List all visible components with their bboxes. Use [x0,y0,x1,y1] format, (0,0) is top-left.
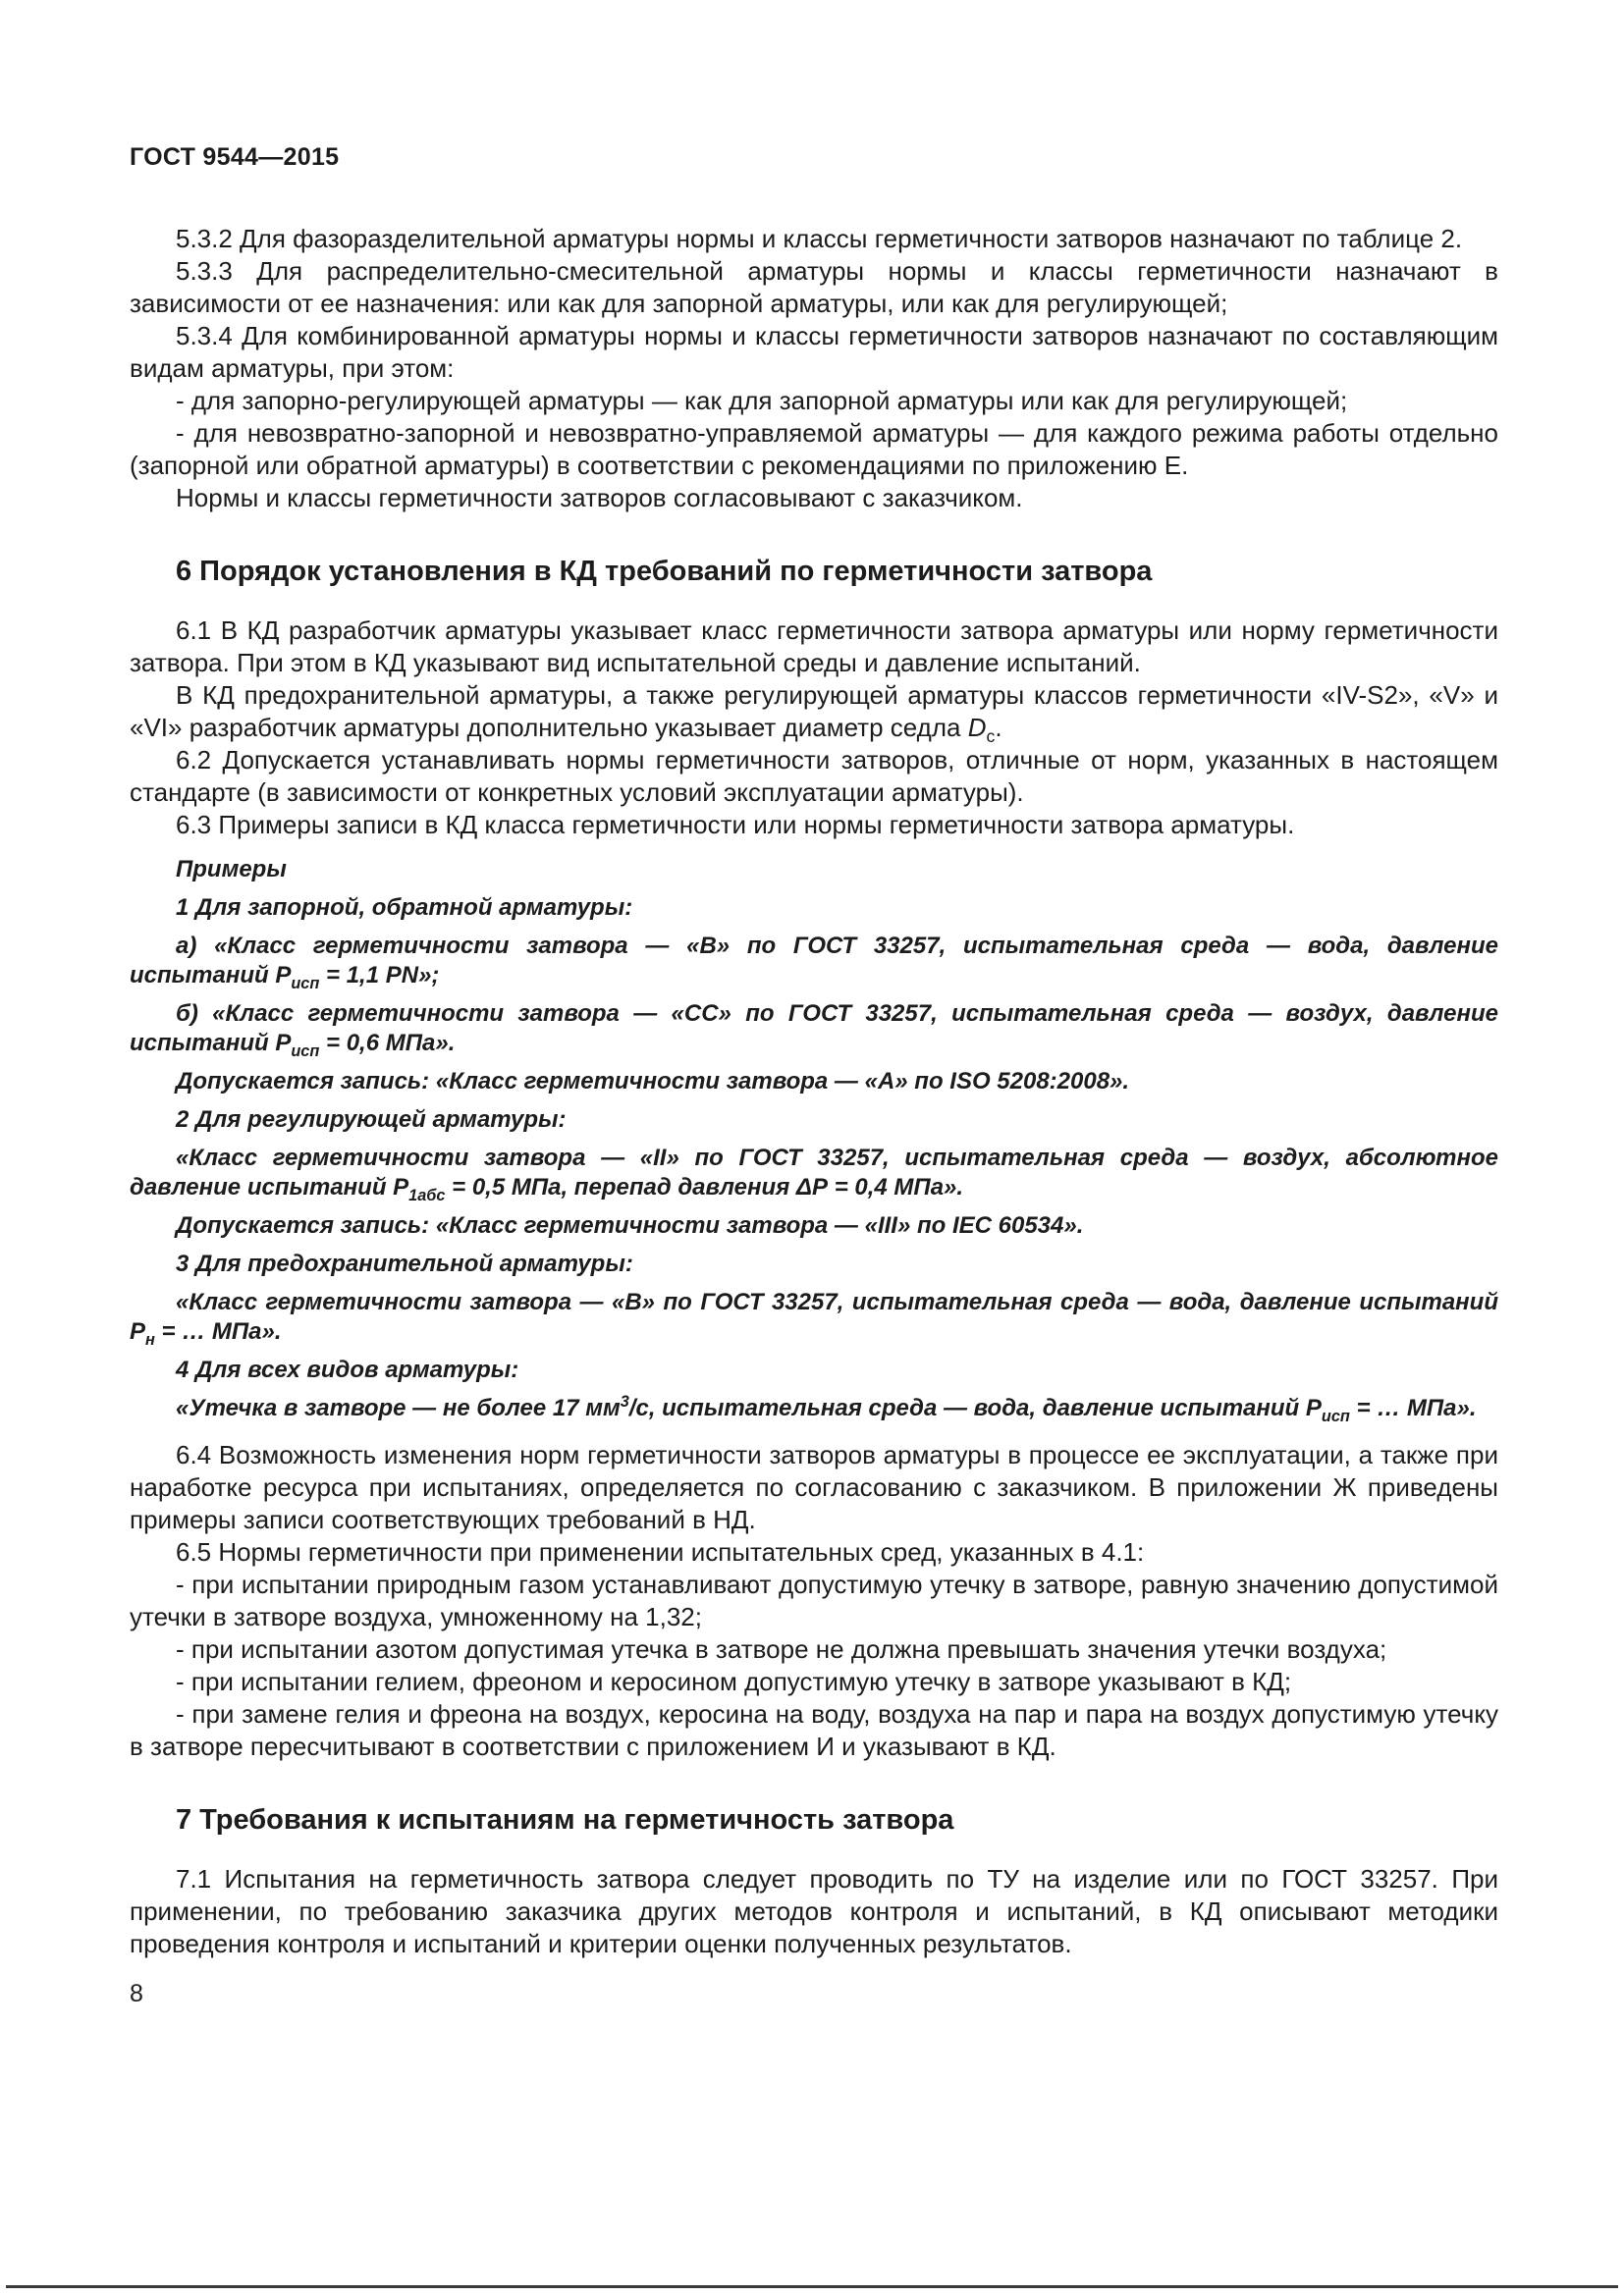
section-6 [130,554,1498,1763]
paragraph-5-3-4: 5.3.4 Для комбинированной арматуры нормы и классы герметичности затворов назначают по составляющим видам арматуры, при этом: [130,321,1498,383]
list-item-dash: - при испытании азотом допустимая утечка в затворе не должна превышать значения утечки воздуха; [176,1634,1387,1664]
page-number: 8 [130,1980,143,2007]
example-4-title: 4 Для всех видов арматуры: [176,1357,519,1383]
paragraph-6-5: 6.5 Нормы герметичности при применении испытательных сред, указанных в 4.1: [176,1537,1145,1567]
doc-code: ГОСТ 9544—2015 [130,143,340,171]
example-1-b: б) «Класс герметичности затвора — «СС» по ГОСТ 33257, испытательная среда — воздух, давление испытаний $Р_{исп} = 0,6$ МПа». [130,1000,1498,1060]
paragraph-6-4: 6.4 Возможность изменения норм герметичности затворов арматуры в процессе ее эксплуатации, а также при наработке ресурса при испытаниях, определяется по согласованию с заказчиком. В приложении Ж приведены примеры записи соответствующих требований в НД. [130,1440,1498,1534]
list-item-dash: - при замене гелия и фреона на воздух, керосина на воду, воздуха на пар и пара на воздух допустимую утечку в затворе пересчитывают в соответствии с приложением И и указывают в КД. [130,1699,1498,1761]
list-item-dash: - при испытании природным газом устанавливают допустимую утечку в затворе, равную значению допустимой утечки в затворе воздуха, умноженному на 1,32; [130,1570,1498,1631]
section-7 [130,1802,1498,1960]
examples-block [130,855,1498,1423]
list-item-dash: - для запорно-регулирующей арматуры — как для запорной арматуры или как для регулирующей; [176,386,1348,415]
example-2-note: Допускается запись: «Класс герметичности затвора — «III» по IEC 60534». [176,1212,1084,1239]
paragraph-5-3-3: 5.3.3 Для распределительно-смесительной арматуры нормы и классы герметичности назначают в зависимости от ее назначения: или как для запорной арматуры, или как для регулирующей; [130,256,1498,318]
example-4-text: «Утечка в затворе — не более 17 $мм^3/с$, испытательная среда — вода, давление испытаний $Р_{исп}$ = … МПа». [176,1393,1477,1425]
example-3-title: 3 Для предохранительной арматуры: [176,1251,633,1277]
example-1-title: 1 Для запорной, обратной арматуры: [176,894,633,921]
paragraph-7-1: 7.1 Испытания на герметичность затвора следует проводить по ТУ на изделие или по ГОСТ 33257. При применении, по требованию заказчика других методов контроля и испытаний, в КД описывают методики проведения контроля и испытаний и критерии оценки полученных результатов. [130,1864,1498,1958]
paragraph-6-1: 6.1 В КД разработчик арматуры указывает класс герметичности затвора арматуры или норму герметичности затвора. При этом в КД указывают вид испытательной среды и давление испытаний. [130,615,1498,677]
section-7-heading: 7 Требования к испытаниям на герметичность затвора [176,1804,954,1836]
example-3-text: «Класс герметичности затвора — «В» по ГОСТ 33257, испытательная среда — вода, давление испытаний $Р_н$ = … МПа». [130,1289,1498,1349]
page-body [130,223,1498,1960]
example-1-a: а) «Класс герметичности затвора — «В» по ГОСТ 33257, испытательная среда — вода, давление испытаний $Р_{исп} = 1,1$ PN»; [130,933,1498,992]
paragraph-6-3: 6.3 Примеры записи в КД класса герметичности или нормы герметичности затвора арматуры. [176,810,1295,839]
list-item-dash: - при испытании гелием, фреоном и керосином допустимую утечку в затворе указывают в КД; [176,1667,1292,1696]
running-header [130,143,1498,172]
section-6-heading: 6 Порядок установления в КД требований по герметичности затвора [176,556,1153,587]
page-footer [130,1980,1498,2008]
paragraph-6-1-note: В КД предохранительной арматуры, а также регулирующей арматуры классов герметичности «IV-S2», «V» и «VI» разработчик арматуры дополнительно указывает диаметр седла $D_с$. [130,680,1498,747]
paragraph-5-3-2: 5.3.2 Для фазоразделительной арматуры нормы и классы герметичности затворов назначают по таблице 2. [176,224,1463,253]
paragraph-norms-agreement: Нормы и классы герметичности затворов согласовывают с заказчиком. [176,483,1023,512]
scan-edge-artifact [6,2285,1618,2288]
example-2-title: 2 Для регулирующей арматуры: [176,1106,567,1133]
example-1-note: Допускается запись: «Класс герметичности затвора — «А» по ISO 5208:2008». [176,1068,1130,1095]
section-5-3 [130,223,1498,514]
example-2-text: «Класс герметичности затвора — «II» по ГОСТ 33257, испытательная среда — воздух, абсолютное давление испытаний $Р_{1абс} = 0,5$ МПа, перепад давления ΔР = 0,4 МПа». [130,1145,1498,1204]
list-item-dash: - для невозвратно-запорной и невозвратно-управляемой арматуры — для каждого режима работы отдельно (запорной или обратной арматуры) в соответствии с рекомендациями по приложению Е. [130,418,1498,480]
paragraph-6-2: 6.2 Допускается устанавливать нормы герметичности затворов, отличные от норм, указанных в настоящем стандарте (в зависимости от конкретных условий эксплуатации арматуры). [130,745,1498,807]
examples-title: Примеры [176,856,287,882]
